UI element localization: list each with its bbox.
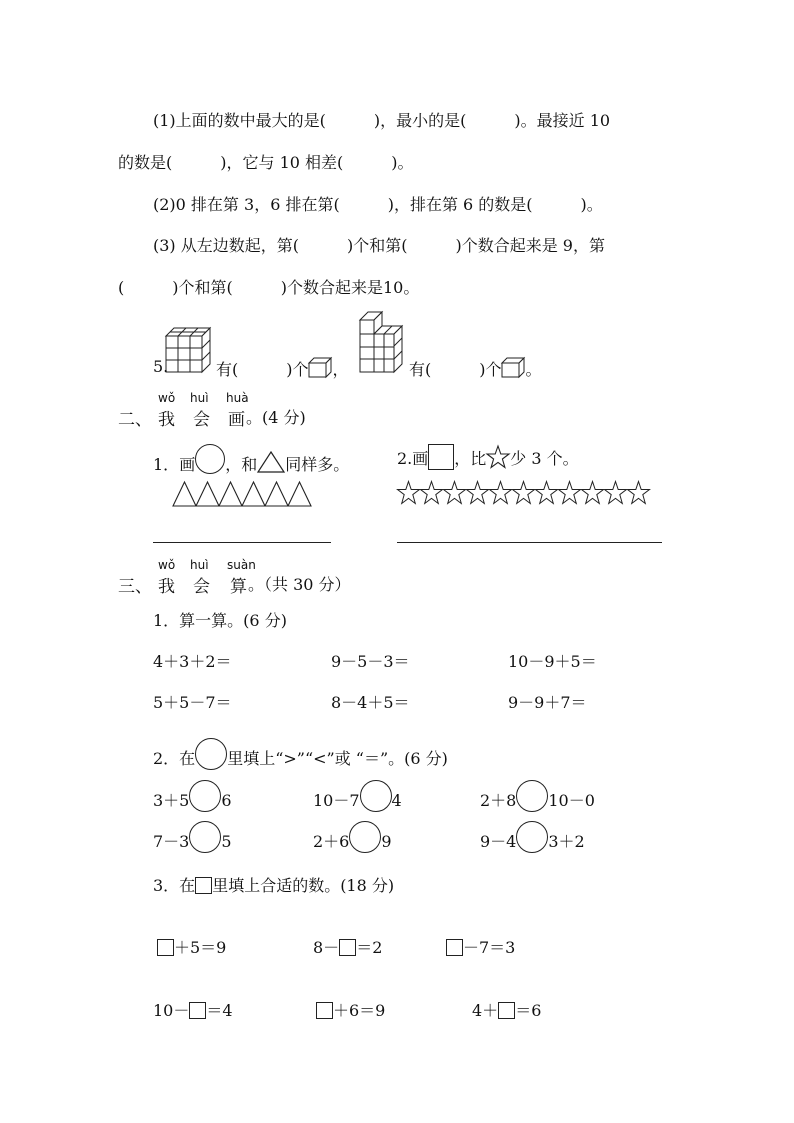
fill-box[interactable] bbox=[189, 1002, 206, 1019]
star-shape bbox=[559, 482, 581, 504]
compare-item bbox=[153, 780, 232, 812]
sec3-s3-num: 3．在 bbox=[153, 876, 196, 895]
compare-item bbox=[480, 821, 585, 853]
circle-icon bbox=[195, 738, 227, 770]
sec3-char-2: 会 bbox=[193, 577, 210, 597]
fill-left: 8－ bbox=[313, 938, 340, 957]
star-shape bbox=[490, 482, 512, 504]
sec3-pinyin-3: suàn bbox=[227, 558, 256, 572]
fill-right: ＋5＝9 bbox=[174, 938, 227, 957]
compare-item bbox=[313, 780, 402, 812]
q4-part3-line2: ( )个和第( )个数合起来是10。 bbox=[118, 278, 420, 297]
q5-period: 。 bbox=[525, 360, 542, 379]
fill-right: ＝6 bbox=[515, 1001, 542, 1020]
q5-have-text-1: 有( )个 bbox=[216, 360, 309, 379]
sec2-title-prefix: 二、 bbox=[118, 410, 152, 430]
sec2-item1-text-c: 同样多。 bbox=[285, 455, 350, 474]
q5-have-label-1 bbox=[216, 357, 349, 380]
fill-item bbox=[157, 935, 226, 958]
square-icon bbox=[428, 444, 454, 470]
sec2-char-3: 画 bbox=[228, 410, 245, 430]
fill-box[interactable] bbox=[316, 1002, 333, 1019]
triangle-icon bbox=[257, 451, 285, 473]
calc-item: 4＋3＋2＝ bbox=[153, 652, 232, 671]
sec3-pinyin-2: huì bbox=[190, 558, 209, 572]
compare-item bbox=[313, 821, 392, 853]
compare-right: 4 bbox=[391, 791, 402, 810]
triangle-shape bbox=[265, 482, 288, 506]
star-shape bbox=[605, 482, 627, 504]
sec2-item2-text-b: ，比 bbox=[454, 449, 487, 468]
fill-item bbox=[153, 998, 233, 1021]
calc-item: 10－9＋5＝ bbox=[508, 652, 597, 671]
star-shape bbox=[582, 482, 604, 504]
compare-left: 7－3 bbox=[153, 832, 190, 851]
compare-circle[interactable] bbox=[360, 780, 392, 812]
compare-circle[interactable] bbox=[189, 821, 221, 853]
sec3-s1-title: 1．算一算。(6 分) bbox=[153, 611, 287, 630]
sec2-item1 bbox=[153, 444, 349, 475]
fill-item bbox=[316, 998, 385, 1021]
circle-icon bbox=[195, 444, 225, 474]
fill-left: 4＋ bbox=[472, 1001, 499, 1020]
sec3-s3-rest: 里填上合适的数。(18 分) bbox=[212, 876, 395, 895]
sec3-char-3: 算 bbox=[230, 577, 247, 597]
sec2-item1-text-b: ，和 bbox=[225, 455, 258, 474]
single-cube-icon bbox=[309, 358, 333, 378]
fill-box[interactable] bbox=[498, 1002, 515, 1019]
star-shape bbox=[536, 482, 558, 504]
q4-part2-line: (2)0 排在第 3，6 排在第( )，排在第 6 的数是( )。 bbox=[153, 195, 603, 214]
square-icon bbox=[195, 877, 212, 894]
single-cube-icon bbox=[502, 358, 526, 378]
sec3-char-1: 我 bbox=[158, 577, 175, 597]
star-shape bbox=[444, 482, 466, 504]
star-shape bbox=[513, 482, 535, 504]
answer-line-1[interactable] bbox=[153, 542, 331, 543]
sec3-s2-title bbox=[153, 738, 448, 770]
fill-item bbox=[446, 935, 515, 958]
sec3-s2-rest: 里填上“>”“<”或 “＝”。(6 分) bbox=[227, 749, 448, 768]
star-shape bbox=[421, 482, 443, 504]
star-row bbox=[397, 481, 650, 505]
calc-item: 9－9＋7＝ bbox=[508, 693, 587, 712]
compare-item bbox=[480, 780, 595, 812]
q4-part1-line1: (1)上面的数中最大的是( )，最小的是( )。最接近 10 bbox=[153, 111, 611, 130]
sec3-s2-num: 2．在 bbox=[153, 749, 196, 768]
compare-left: 9－4 bbox=[480, 832, 517, 851]
compare-circle[interactable] bbox=[516, 780, 548, 812]
q5-comma: ， bbox=[332, 360, 349, 379]
fill-right: ＝4 bbox=[206, 1001, 233, 1020]
fill-left: 10－ bbox=[153, 1001, 190, 1020]
sec2-item2 bbox=[397, 444, 579, 470]
triangle-shape bbox=[242, 482, 265, 506]
fill-right: ＝2 bbox=[356, 938, 383, 957]
fill-box[interactable] bbox=[446, 939, 463, 956]
q5-have-label-2 bbox=[409, 357, 542, 380]
fill-right: －7＝3 bbox=[463, 938, 516, 957]
compare-item bbox=[153, 821, 232, 853]
compare-circle[interactable] bbox=[516, 821, 548, 853]
q5-number: 5. bbox=[153, 357, 169, 376]
compare-right: 6 bbox=[221, 791, 232, 810]
sec3-s3-title bbox=[153, 873, 394, 896]
cube-stack-1-icon bbox=[166, 326, 216, 374]
sec2-pinyin-3: huà bbox=[226, 391, 249, 405]
answer-line-2[interactable] bbox=[397, 542, 662, 543]
sec2-char-1: 我 bbox=[158, 410, 175, 430]
sec2-title-suffix: 。(4 分) bbox=[246, 408, 306, 427]
triangle-shape bbox=[288, 482, 311, 506]
triangle-shape bbox=[219, 482, 242, 506]
compare-left: 3＋5 bbox=[153, 791, 190, 810]
sec2-item1-num: 1． bbox=[153, 455, 180, 474]
compare-right: 10－0 bbox=[548, 791, 595, 810]
star-shape bbox=[467, 482, 489, 504]
triangle-row bbox=[173, 481, 311, 507]
calc-item: 5＋5－7＝ bbox=[153, 693, 232, 712]
triangle-shape bbox=[173, 482, 196, 506]
calc-item: 9－5－3＝ bbox=[331, 652, 410, 671]
compare-left: 2＋8 bbox=[480, 791, 517, 810]
sec3-title-prefix: 三、 bbox=[118, 577, 152, 597]
fill-item bbox=[472, 998, 541, 1021]
cube-stack-2-icon bbox=[360, 312, 408, 374]
sec2-char-2: 会 bbox=[193, 410, 210, 430]
sec2-item1-text-a: 画 bbox=[179, 455, 196, 474]
fill-box[interactable] bbox=[157, 939, 174, 956]
fill-box[interactable] bbox=[339, 939, 356, 956]
q5-have-text-2: 有( )个 bbox=[409, 360, 502, 379]
compare-right: 5 bbox=[221, 832, 232, 851]
star-shape bbox=[398, 482, 420, 504]
sec3-title-suffix: 。（共 30 分） bbox=[248, 575, 351, 594]
star-shape bbox=[628, 482, 650, 504]
sec2-item2-num: 2. bbox=[397, 449, 413, 468]
sec2-item2-text-c: 少 3 个。 bbox=[510, 449, 579, 468]
star-icon bbox=[486, 445, 510, 469]
compare-circle[interactable] bbox=[189, 780, 221, 812]
q4-part1-line2: 的数是( )，它与 10 相差( )。 bbox=[118, 153, 414, 172]
compare-right: 3＋2 bbox=[548, 832, 585, 851]
compare-left: 2＋6 bbox=[313, 832, 350, 851]
compare-circle[interactable] bbox=[349, 821, 381, 853]
compare-left: 10－7 bbox=[313, 791, 360, 810]
sec2-item2-text-a: 画 bbox=[412, 449, 429, 468]
fill-item bbox=[313, 935, 382, 958]
sec2-pinyin-2: huì bbox=[190, 391, 209, 405]
sec2-pinyin-1: wǒ bbox=[158, 391, 176, 405]
q4-part3-line1: (3) 从左边数起，第( )个和第( )个数合起来是 9，第 bbox=[153, 236, 605, 255]
triangle-shape bbox=[196, 482, 219, 506]
compare-right: 9 bbox=[381, 832, 392, 851]
fill-right: ＋6＝9 bbox=[333, 1001, 386, 1020]
calc-item: 8－4＋5＝ bbox=[331, 693, 410, 712]
sec3-pinyin-1: wǒ bbox=[158, 558, 176, 572]
